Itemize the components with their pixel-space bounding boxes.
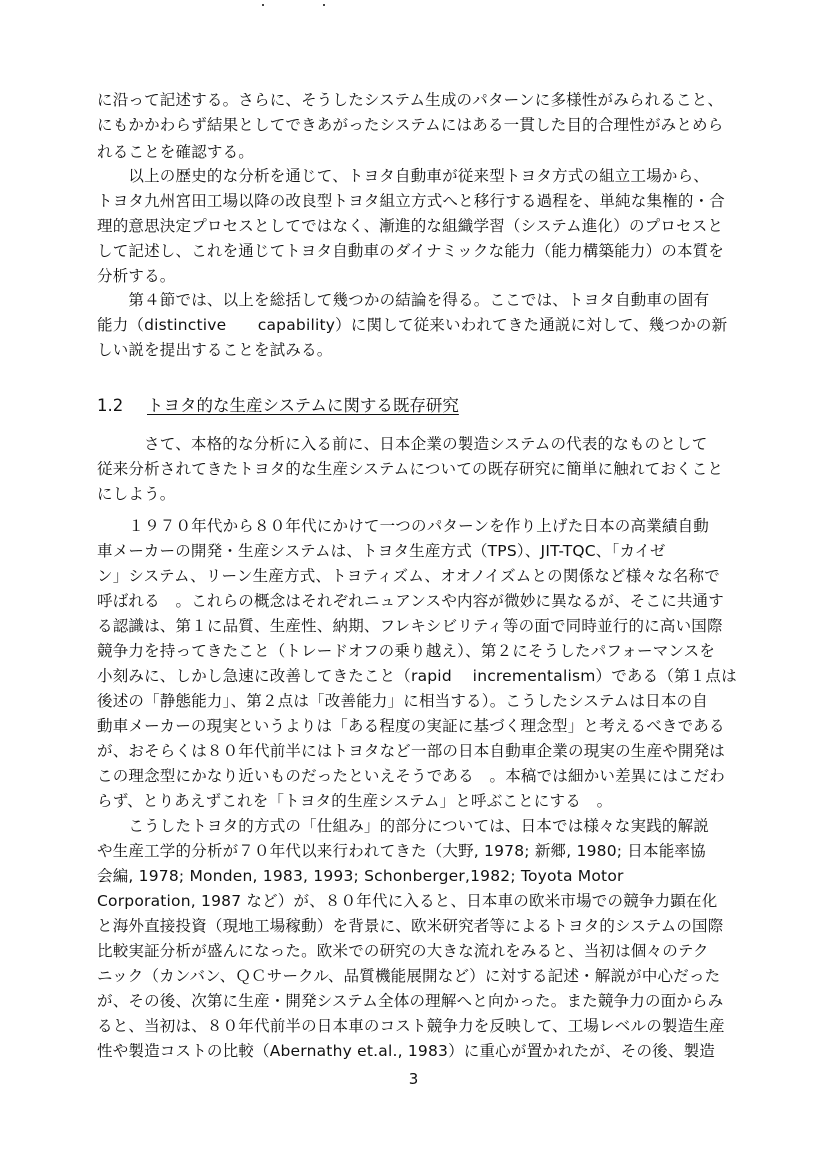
- text-line: トヨタ九州宮田工場以降の改良型トヨタ組立方式へと移行する過程を、単純な集権的・合: [97, 192, 726, 210]
- text-line: ン」システム、リーン生産方式、トヨティズム、オオノイズムとの関係など様々な名称で: [97, 567, 720, 585]
- text-line: 分析する。: [97, 267, 176, 285]
- text-line: が、その後、次第に生産・開発システム全体の理解へと向かった。また競争力の面からみ: [97, 992, 724, 1010]
- text-line: 会編, 1978; Monden, 1983, 1993; Schonberger,1982; Toyota Motor: [97, 867, 624, 885]
- text-line: さて、本格的な分析に入る前に、日本企業の製造システムの代表的なものとして: [97, 435, 708, 453]
- text-line: に沿って記述する。さらに、そうしたシステム生成のパターンに多様性がみられること、: [97, 91, 724, 109]
- section-number: 1.2: [97, 396, 124, 415]
- text-line: 呼ばれる 。これらの概念はそれぞれニュアンスや内容が微妙に異なるが、そこに共通す: [97, 592, 724, 610]
- text-line: しい説を提出することを試みる。: [97, 341, 333, 359]
- text-line: 以上の歴史的な分析を通じて、トヨタ自動車が従来型トヨタ方式の組立工場から、: [97, 167, 709, 185]
- text-line: 競争力を持ってきたこと（トレードオフの乗り越え）、第２にそうしたパフォーマンスを: [97, 642, 716, 660]
- text-line: して記述し、これを通じてトヨタ自動車のダイナミックな能力（能力構築能力）の本質を: [97, 242, 725, 260]
- text-line: この理念型にかなり近いものだったといえそうである 。本稿では細かい差異にはこだわ: [97, 767, 726, 785]
- text-line: る認識は、第１に品質、生産性、納期、フレキシビリティ等の面で同時並行的に高い国際: [97, 617, 723, 635]
- text-line: や生産工学的分析が７０年代以来行われてきた（大野, 1978; 新郷, 1980; 日本能率協: [97, 842, 706, 860]
- text-line: 性や製造コストの比較（Abernathy et.al., 1983）に重心が置かれたが、その後、製造: [97, 1042, 715, 1060]
- text-line: が、おそらくは８０年代前半にはトヨタなど一部の日本自動車企業の現実の生産や開発は: [97, 742, 726, 760]
- text-line: にもかかわらず結果としてできあがったシステムにはある一貫した目的合理性がみとめら: [97, 116, 724, 134]
- text-line: らず、とりあえずこれを「トヨタ的生産システム」と呼ぶことにする 。: [97, 792, 613, 810]
- text-line: Corporation, 1987 など）が、８０年代に入ると、日本車の欧米市場での競争力顕在化: [97, 892, 718, 910]
- text-line: １９７０年代から８０年代にかけて一つのパターンを作り上げた日本の高業績自動: [97, 517, 709, 535]
- text-line: にしよう。: [97, 485, 176, 503]
- scan-speck-top-2: [323, 4, 325, 6]
- text-line: 車メーカーの開発・生産システムは、トヨタ生産方式（TPS）、JIT-TQC、「カイゼ: [97, 542, 666, 560]
- text-line: と海外直接投資（現地工場稼動）を背景に、欧米研究者等によるトヨタ的システムの国際: [97, 917, 724, 935]
- text-line: 比較実証分析が盛んになった。欧米での研究の大きな流れをみると、当初は個々のテク: [97, 942, 709, 960]
- section-heading: [97, 395, 459, 417]
- text-line: 小刻みに、しかし急速に改善してきたこと（rapid incrementalism）である（第１点は: [97, 667, 737, 685]
- text-line: れることを確認する。: [97, 143, 255, 161]
- section-title: トヨタ的な生産システムに関する既存研究: [147, 396, 459, 415]
- text-line: ると、当初は、８０年代前半の日本車のコスト競争力を反映して、工場レベルの製造生産: [97, 1017, 725, 1035]
- scan-speck-top: [262, 4, 264, 6]
- text-line: 第４節では、以上を総括して幾つかの結論を得る。ここでは、トヨタ自動車の固有: [97, 291, 710, 309]
- text-line: 後述の「静態能力」、第２点は「改善能力」に相当する）。こうしたシステムは日本の自: [97, 692, 708, 710]
- text-line: 従来分析されてきたトヨタ的な生産システムについての既存研究に簡単に触れておくこと: [97, 460, 724, 478]
- text-line: ニック（カンバン、ＱＣサークル、品質機能展開など）に対する記述・解説が中心だった: [97, 967, 721, 985]
- text-line: 能力（distinctive capability）に関して従来いわれてきた通説に対して、幾つかの新: [97, 316, 728, 334]
- text-line: こうしたトヨタ的方式の「仕組み」的部分については、日本では様々な実践的解説: [97, 817, 709, 835]
- text-line: 動車メーカーの現実というよりは「ある程度の実証に基づく理念型」と考えるべきである: [97, 717, 725, 735]
- page-number: 3: [408, 1070, 419, 1088]
- text-line: 理的意思決定プロセスとしてではなく、漸進的な組織学習（システム進化）のプロセスと: [97, 217, 724, 235]
